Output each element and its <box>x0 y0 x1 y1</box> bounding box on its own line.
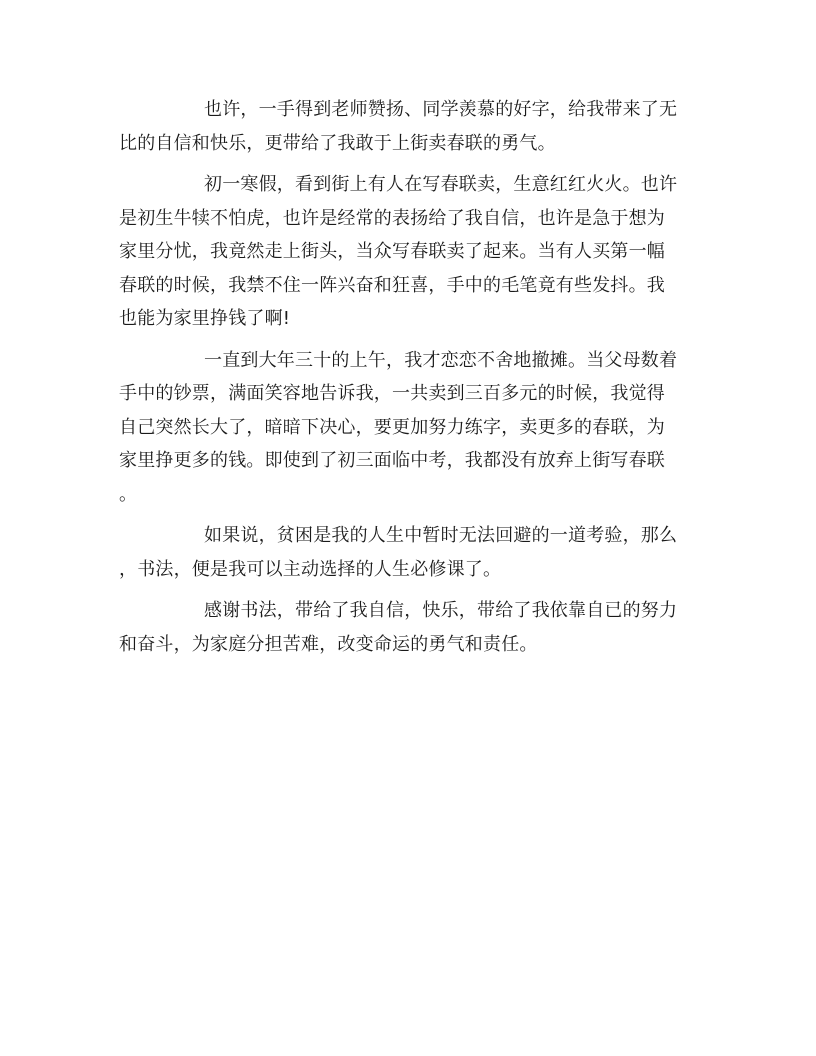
text-line: 是初生牛犊不怕虎，也许是经常的表扬给了我自信，也许是急于想为 <box>119 207 665 229</box>
paragraph <box>119 168 699 336</box>
text-line: 初一寒假，看到街上有人在写春联卖，生意红红火火。也许 <box>204 174 678 195</box>
paragraph <box>119 519 699 586</box>
paragraph <box>119 93 699 160</box>
paragraph <box>119 344 699 512</box>
text-line: 家里分忧，我竟然走上街头，当众写春联卖了起来。当有人买第一幅 <box>119 241 665 262</box>
text-line: ，书法，便是我可以主动选择的人生必修课了。 <box>119 558 502 580</box>
text-line: 春联的时候，我禁不住一阵兴奋和狂喜，手中的毛笔竟有些发抖。我 <box>119 274 665 296</box>
text-line: 感谢书法，带给了我自信，快乐，带给了我依靠自已的努力 <box>204 600 678 621</box>
text-line: 家里挣更多的钱。即使到了初三面临中考，我都没有放弃上街写春联 <box>119 450 665 471</box>
paragraph <box>119 594 699 661</box>
text-line: 也许，一手得到老师赞扬、同学羡慕的好字，给我带来了无 <box>204 99 678 120</box>
text-line: 也能为家里挣钱了啊! <box>119 308 291 329</box>
text-line: 一直到大年三十的上午，我才恋恋不舍地撤摊。当父母数着 <box>204 349 678 371</box>
text-line: 手中的钞票，满面笑容地告诉我，一共卖到三百多元的时候，我觉得 <box>119 383 665 404</box>
text-line: 自己突然长大了，暗暗下决心，要更加努力练字，卖更多的春联，为 <box>119 416 665 438</box>
text-line: 和奋斗，为家庭分担苦难，改变命运的勇气和责任。 <box>119 633 538 655</box>
text-line: 比的自信和快乐，更带给了我敢于上街卖春联的勇气。 <box>119 132 556 154</box>
text-line: 如果说，贫困是我的人生中暂时无法回避的一道考验，那么 <box>204 525 678 546</box>
text-line: 。 <box>119 483 138 505</box>
document-body <box>119 93 699 669</box>
